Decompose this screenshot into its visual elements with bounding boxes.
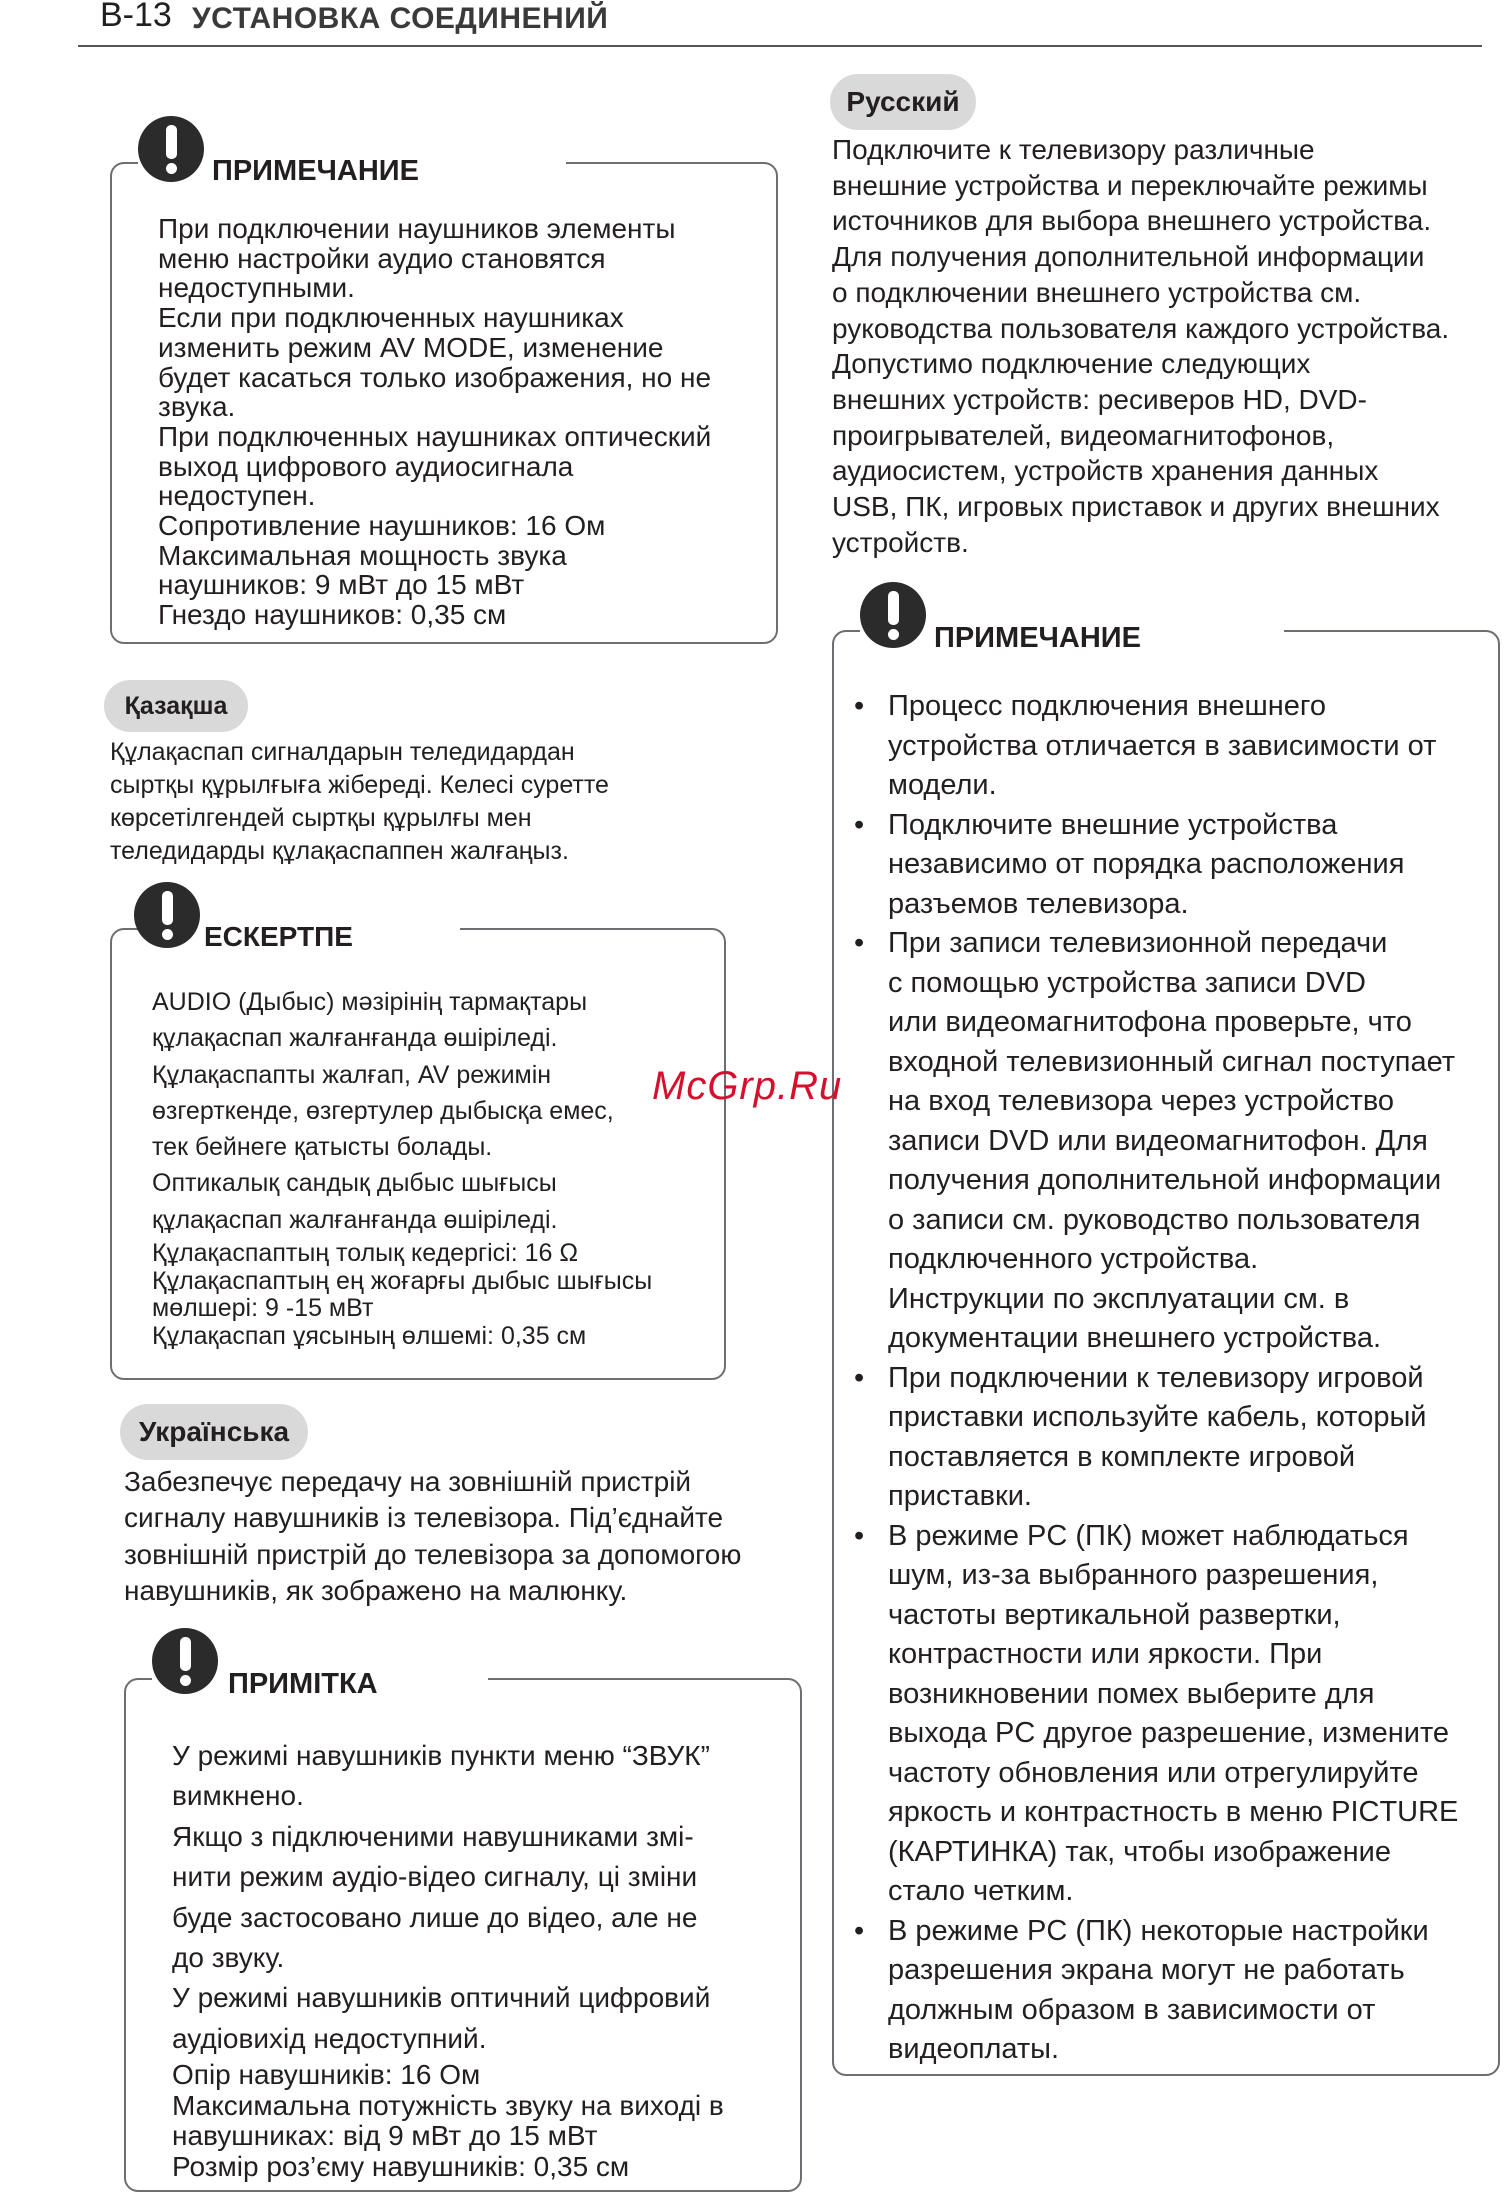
ru-bullet-list (854, 687, 1458, 2070)
ua-note-title: ПРИМІТКА (228, 1668, 378, 1700)
kazakh-text: Құлақаспап сигналдарын теледидардан сыртқы құрылғыға жібереді. Келесі суретте көрсетілгендей сыртқы құрылғы мен теледидарды құлақаспаппен жалғаңыз. (110, 738, 609, 865)
ukrainian-text: Забезпечує передачу на зовнішній пристрій сигналу навушників із телевізора. Під’єднайте зовнішній пристрій до телевізора за допомогою навушників, як зображено на малюнку. (124, 1466, 742, 1606)
russian-label: Русский (830, 74, 976, 130)
list-item: • При записи телевизионной передачи с помощью устройства записи DVD или видеомагнитофона проверьте, что входной телевизионный сигнал поступает на вход телевизора через устройство записи DVD или видеомагнитофон. Для получения дополнительной информации о записи см. руководство пользователя подключенного устройства. Инструкции по эксплуатации см. в документации внешнего устройства. (854, 924, 1458, 1359)
page-title: УСТАНОВКА СОЕДИНЕНИЙ (192, 2, 609, 35)
ukrainian-label: Українська (120, 1404, 308, 1460)
header-rule (78, 45, 1482, 47)
watermark: McGrp.Ru (652, 1064, 843, 1108)
list-item: • В режиме PC (ПК) может наблюдаться шум, из-за выбранного разрешения, частоты вертикальной развертки, контрастности или яркости. При возникновении помех выберите для выхода PC другое разрешение, измените частоту обновления или отрегулируйте яркость и контрастность в меню PICTURE (КАРТИНКА) так, чтобы изображение стало четким. (854, 1517, 1458, 1912)
list-item: • В режиме PC (ПК) некоторые настройки разрешения экрана могут не работать должным образом в зависимости от видеоплаты. (854, 1912, 1458, 2070)
russian-text: Подключите к телевизору различные внешние устройства и переключайте режимы источников для выбора внешнего устройства. Для получения дополнительной информации о подключении внешнего устройства см. руководства пользователя каждого устройства. Допустимо подключение следующих внешних устройств: ресиверов HD, DVD- проигрывателей, видеомагнитофонов, аудиосистем, устройств хранения данных USB, ПК, игровых приставок и других внешних устройств. (832, 134, 1450, 558)
ru-bullet-note-title: ПРИМЕЧАНИЕ (934, 622, 1141, 654)
exclamation-icon (134, 882, 200, 948)
ua-note-specs: Опір навушників: 16 Ом Максимальна потужність звуку на виході в навушниках: від 9 мВт до 15 мВт Розмір роз’єму навушників: 0,35 см (172, 2059, 724, 2182)
ua-note-text: У режимі навушників пункти меню “ЗВУК” вимкнено. Якщо з підключеними навушниками змі- нити режим аудіо-відео сигналу, ці зміни буде застосовано лише до відео, але не до звуку. У режимі навушників оптичний цифровий аудіовихід недоступний. (172, 1740, 711, 2054)
ru-note-title: ПРИМЕЧАНИЕ (212, 155, 419, 187)
list-item: • Процесс подключения внешнего устройства отличается в зависимости от модели. (854, 687, 1458, 806)
page-number: B-13 (100, 0, 172, 34)
exclamation-icon (860, 582, 926, 648)
kazakh-label: Қазақша (104, 680, 248, 732)
exclamation-icon (152, 1628, 218, 1694)
kz-note-specs: Құлақаспаптың толық кедергісі: 16 Ω Құлақаспаптың ең жоғарғы дыбыс шығысы мөлшері: 9 -15 мВт Құлақаспап ұясының өлшемі: 0,35 см (152, 1239, 653, 1350)
ru-note-text: При подключении наушников элементы меню настройки аудио становятся недоступными. Если при подключенных наушниках изменить режим AV MODE, изменение будет касаться только изображения, но не звука. При подключенных наушниках оптический выход цифрового аудиосигнала недоступен. Сопротивление наушников: 16 Ом Максимальная мощность звука наушников: 9 мВт до 15 мВт Гнездо наушников: 0,35 см (158, 213, 712, 631)
list-item: • Подключите внешние устройства независимо от порядка расположения разъемов телевизора. (854, 806, 1458, 925)
kz-note-title: ЕСКЕРТПЕ (204, 921, 353, 952)
list-item: • При подключении к телевизору игровой приставки используйте кабель, который поставляется в комплекте игровой приставки. (854, 1359, 1458, 1517)
exclamation-icon (138, 116, 204, 182)
kz-note-text: AUDIO (Дыбыс) мәзірінің тармақтары құлақаспап жалғанғанда өшіріледі. Құлақаспапты жалғап, AV режимін өзгерткенде, өзгертулер дыбысқа емес, тек бейнеге қатысты болады. Оптикалық сандық дыбыс шығысы құлақаспап жалғанғанда өшіріледі. (152, 988, 614, 1234)
